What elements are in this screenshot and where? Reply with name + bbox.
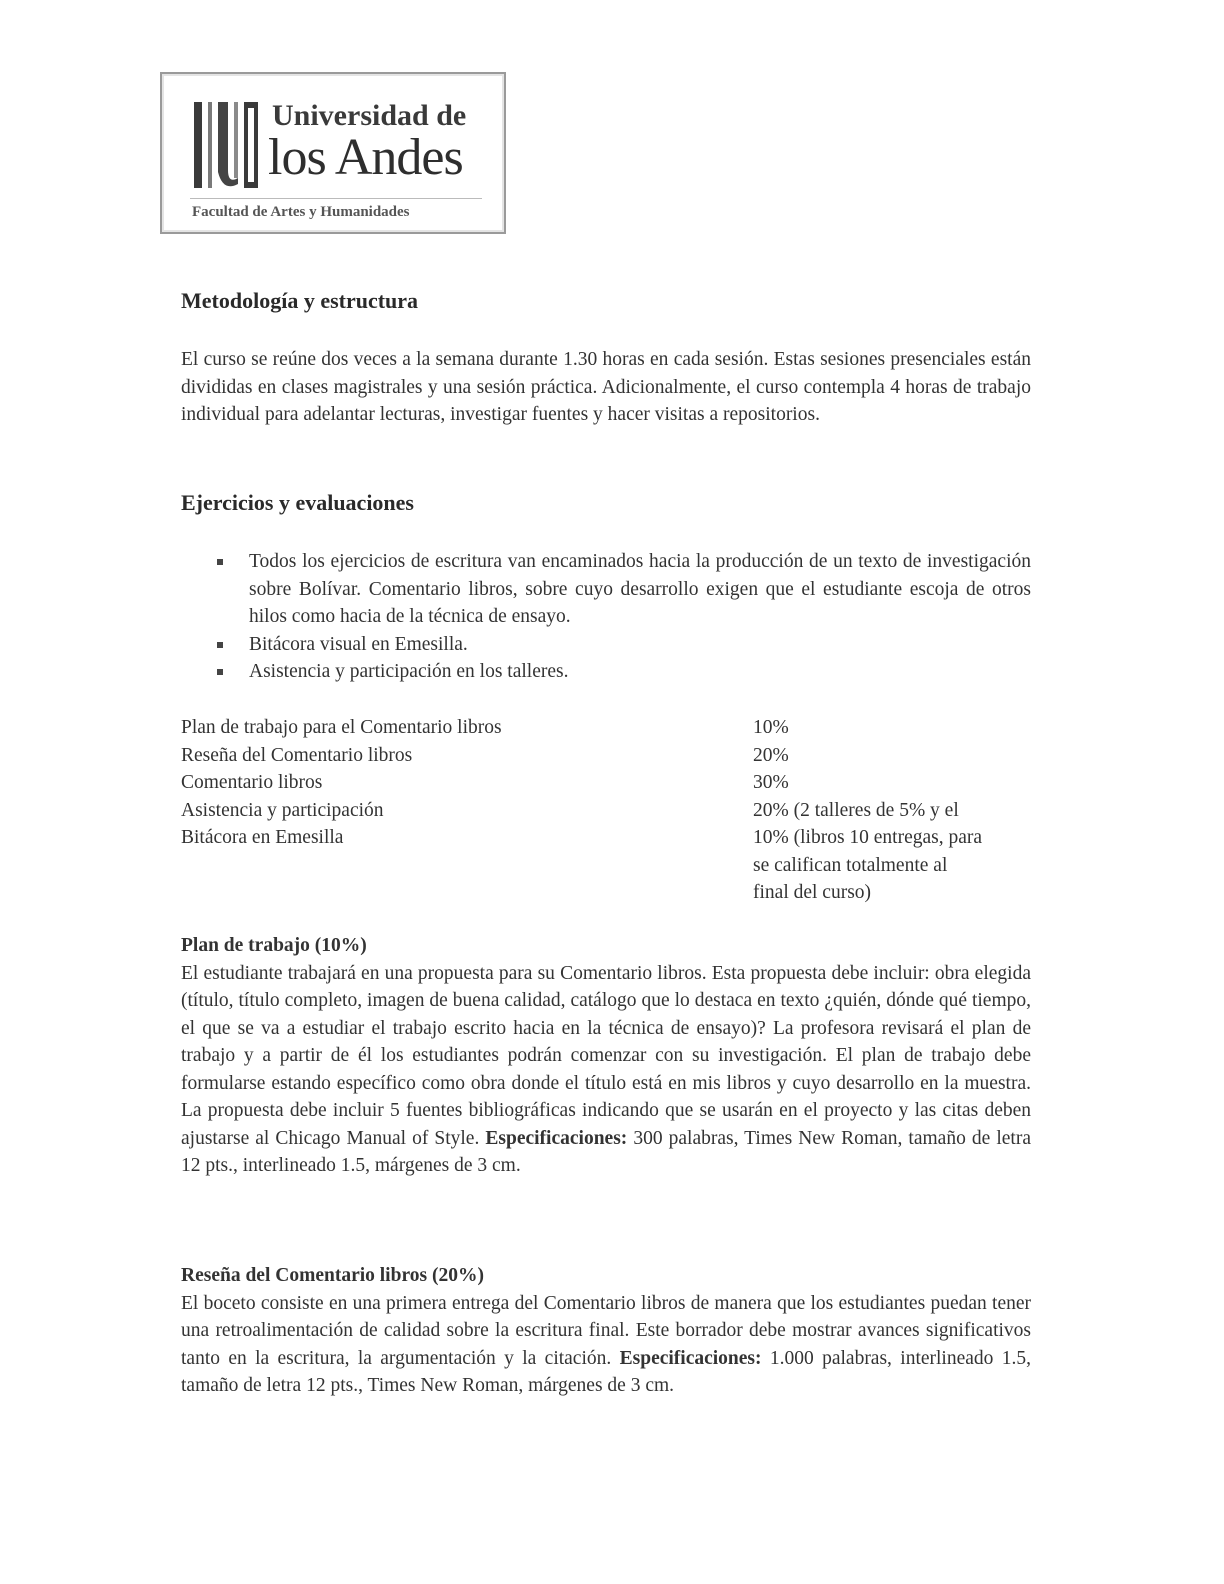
section-plan [181, 932, 1031, 1180]
university-logo [160, 72, 506, 234]
logo-university-label: Universidad de [272, 99, 467, 132]
grade-item-percent: 30% [753, 772, 789, 793]
logo-university-name: los Andes [268, 129, 463, 186]
logo-divider [190, 198, 482, 199]
table-row [181, 714, 1031, 742]
table-row [181, 824, 1031, 852]
grade-item-percent: se califican totalmente al [753, 854, 948, 876]
logo-faculty: Facultad de Artes y Humanidades [192, 204, 410, 220]
list-item: Todos los ejercicios de escritura van encaminados hacia la producción de un texto de investigación sobre Bolívar. Comentario libros, sobre cuyo desarrollo exigen que el estudiante escoja de otros hilos como hacia de la técnica de ensayo. [181, 548, 1031, 631]
grade-item-percent: 10% [753, 717, 789, 738]
heading-resena: Reseña del Comentario libros (20%) [181, 1265, 484, 1286]
paragraph-plan: El estudiante trabajará en una propuesta para su Comentario libros. Esta propuesta debe incluir: obra elegida (título, título completo, imagen de buena calidad, catálogo que lo destaca en texto ¿quién, dónde qué tiempo, el que se va a estudiar el trabajo escrito hacia en la técnica de ensayo)? La profesora revisará el plan de trabajo y a partir de él los estudiantes podrán comenzar con su investigación. El plan de trabajo debe formularse estando específico como obra donde el título está en mis libros y cuyo desarrollo en la muestra. La propuesta debe incluir 5 fuentes bibliográficas indicando que se usarán en el proyecto y las citas deben ajustarse al Chicago Manual of Style. [181, 962, 1031, 1149]
table-row [181, 797, 1031, 825]
university-seal-icon [192, 100, 262, 192]
evaluation-list [181, 548, 1031, 686]
paragraph-metodologia: El curso se reúne dos veces a la semana durante 1.30 horas en cada sesión. Estas sesiones presenciales están divididas en clases magistrales y una sesión práctica. Adicionalmente, el curso contempla 4 horas de trabajo individual para adelantar lecturas, investigar fuentes y hacer visitas a repositorios. [181, 349, 1031, 425]
spec-text-plan: 300 palabras, Times New Roman, tamaño de letra 12 pts., interlineado 1.5, márgenes de 3 cm. [181, 1127, 1031, 1176]
table-row [181, 769, 1031, 797]
grade-item-name: Bitácora en Emesilla [181, 827, 344, 848]
grade-item-percent: 10% (libros 10 entregas, para [753, 827, 983, 848]
section-resena [181, 1262, 1031, 1400]
grade-item-name: Plan de trabajo para el Comentario libros [181, 717, 502, 738]
grade-item-name: Comentario libros [181, 772, 323, 793]
grade-item-percent: 20% [753, 744, 789, 766]
grade-item-percent: final del curso) [753, 882, 872, 903]
grade-item-name [181, 852, 753, 880]
grade-item-name [181, 879, 753, 907]
heading-ejercicios: Ejercicios y evaluaciones [181, 490, 414, 515]
table-row [181, 742, 1031, 770]
grade-item-name: Asistencia y participación [181, 799, 384, 821]
grade-item-name: Reseña del Comentario libros [181, 744, 413, 766]
heading-metodologia: Metodología y estructura [181, 288, 419, 313]
heading-plan: Plan de trabajo (10%) [181, 935, 367, 956]
grading-table [181, 714, 1031, 907]
spec-text-resena: 1.000 palabras, interlineado 1.5, tamaño de letra 12 pts., Times New Roman, márgenes de 3 cm. [181, 1347, 1031, 1396]
list-item: Asistencia y participación en los talleres. [181, 658, 1031, 686]
paragraph-resena: El boceto consiste en una primera entrega del Comentario libros de manera que los estudiantes puedan tener una retroalimentación de calidad sobre la escritura final. Este borrador debe mostrar avances significativos tanto en la escritura, la argumentación y la citación. [181, 1292, 1031, 1369]
spec-label-plan: Especificaciones: [485, 1127, 628, 1149]
table-row [181, 879, 1031, 907]
grade-item-percent: 20% (2 talleres de 5% y el [753, 799, 959, 821]
spec-label-resena: Especificaciones: [619, 1347, 762, 1369]
table-row [181, 852, 1031, 880]
list-item: Bitácora visual en Emesilla. [181, 631, 1031, 659]
